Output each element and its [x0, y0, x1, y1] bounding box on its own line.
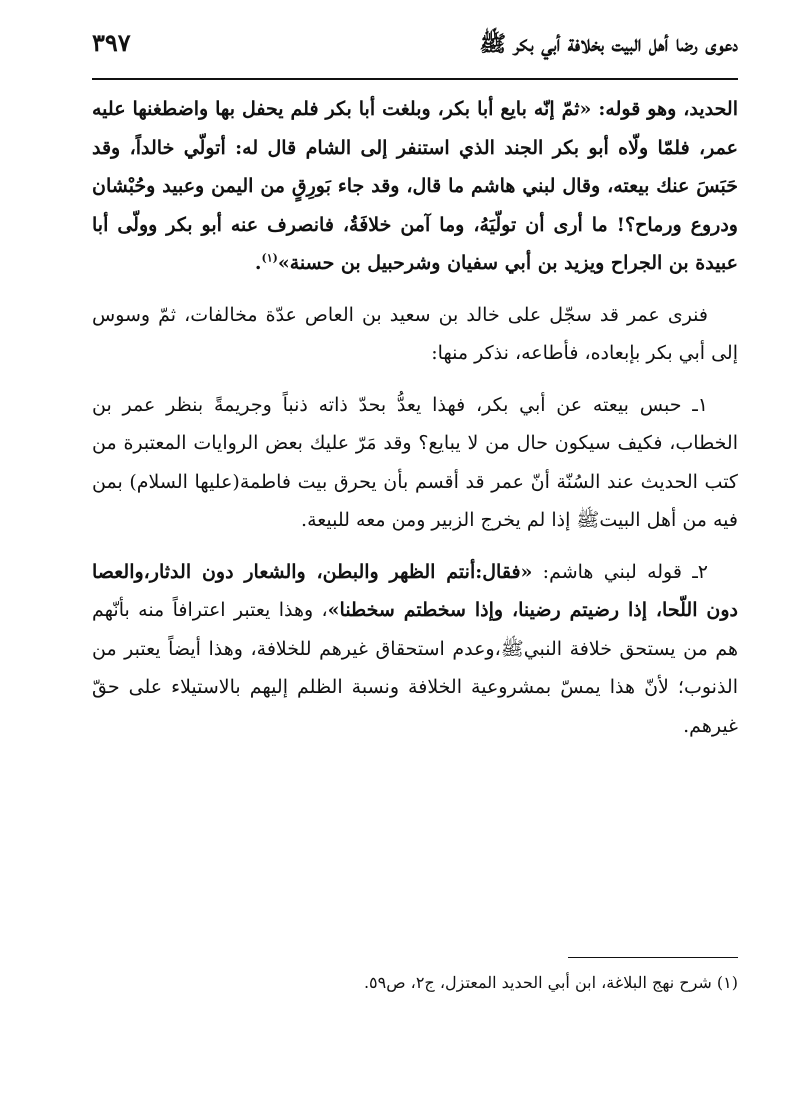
paragraph-text: ) بمن فيه من أهل البيت [92, 470, 738, 531]
paragraph-text: الحديد، وهو قوله: «ثمّ إنّه بايع أبا بكر، وبلغت أبا بكر فلم يحفل بها واضطغنها عليه عمر، فلمّا ولّاه أبو بكر الجند الذي استنفر إلى الشام قال له: أتولّي خالداً، وقد حَبَسَ عنك بيعته، وقال لبني هاشم ما قال، وقد جاء بَورِقٍ من اليمن وعبيد وحُبْشان ودروع ورماح؟! ما أرى أن تولّيَهُ، وما آمن خلافَةُ، فانصرف عنه أبو بكر وولّى أبا عبيدة بن الجراح ويزيد بن أبي سفيان وشرحبيل بن حسنة» [92, 98, 738, 274]
honorific-glyph: ﷺ [576, 509, 600, 531]
honorific-glyph: عليها السلام [136, 470, 233, 493]
paragraph-text: ،وعدم استحقاق غيرهم للخلافة، وهذا أيضاً يعتبر من الذنوب؛ لأنّ هذا يمسّ بمشروعية الخلافة ونسبة الظلم إليهم بالاستيلاء على حقّ غيرهم. [92, 637, 738, 737]
footnote-divider [568, 957, 738, 958]
paragraph-text: ، وهذا يعتبر اعترافاً منه بأنّهم هم من يستحق خلافة النبي [92, 599, 738, 660]
running-title [479, 30, 738, 62]
page-header [92, 22, 738, 72]
running-title-text: دعوى رضا أهل البيت بخلافة أبي بكر [513, 31, 738, 57]
main-text [92, 90, 738, 745]
quoted-speech: «فقال:أنتم الظهر والبطن، والشعار دون الدثار،والعصا دون اللّحا، إذا رضيتم رضينا، وإذا سخطتم سخطنا» [92, 560, 738, 621]
paragraph-text: ٢ـ قوله لبني هاشم: [532, 560, 708, 583]
paragraph-text: ١ـ حبس بيعته عن أبي بكر، فهذا يعدُّ بحدّ ذاته ذنباً وجريمةً بنظر عمر بن الخطاب، فكيف سيكون حال من لا يبايع؟ وقد مَرّ عليك بعض الروايات المعتبرة من كتب الحديث عند السُنّة أنّ عمر قد أقسم بأن يحرق بيت فاطمة( [92, 393, 738, 493]
paragraph-end: . [254, 252, 262, 274]
footnote-reference: (١) [261, 251, 278, 265]
paragraph-point-two [92, 553, 738, 746]
honorific-glyph: ﷺ [500, 637, 524, 660]
paragraph-intro: فنرى عمر قد سجّل على خالد بن سعيد بن العاص عدّة مخالفات، ثمّ وسوس إلى أبي بكر بإبعاده، فأطاعه، نذكر منها: [92, 303, 738, 364]
paragraph-quote-continuation [92, 90, 738, 283]
header-divider [92, 78, 738, 80]
page-number: ٣٩٧ [92, 28, 131, 57]
honorific-glyph: ﷺ [479, 31, 507, 57]
paragraph-point-one [92, 386, 738, 540]
paragraph-text: إذا لم يخرج الزبير ومن معه للبيعة. [301, 509, 577, 531]
footnote: (١) شرح نهج البلاغة، ابن أبي الحديد المعتزل، ج٢، ص٥٩. [363, 973, 738, 992]
